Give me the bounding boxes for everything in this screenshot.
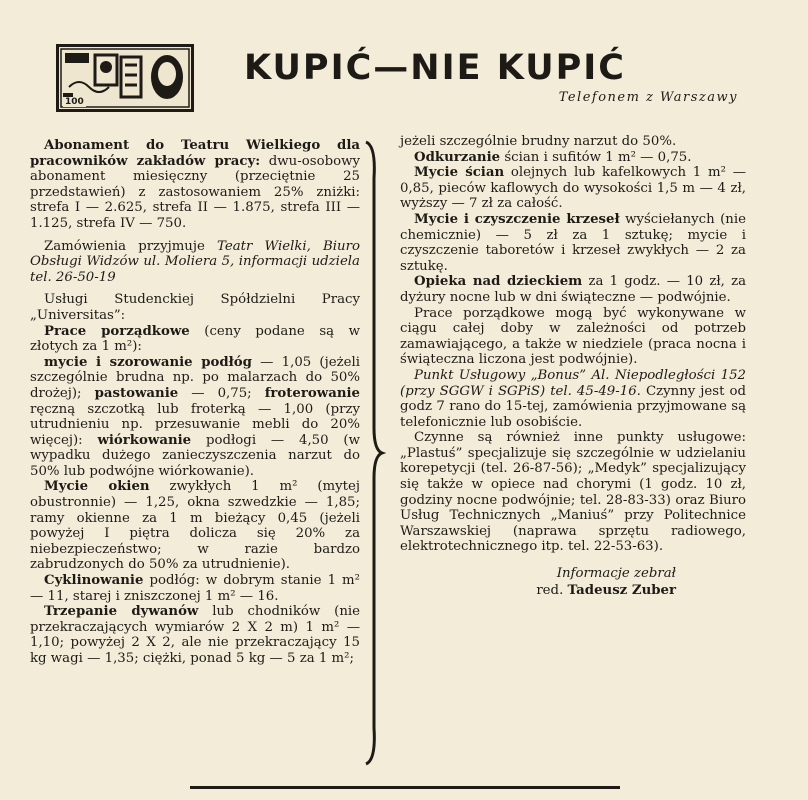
paragraph: Mycie okien zwykłych 1 m² (mytej obustronnie) — 1,25, okna szwedzkie — 1,85; ramy okienne za 1 m bieżący 0,45 (jeżeli powyżej I piętra dolicza się 20% za niebezpieczeństwo; w razie bardzo zabrudzonych do 50% za utrudnienie). [30, 479, 360, 573]
paragraph: Prace porządkowe mogą być wykonywane w ciągu całej doby w zależności od potrzeb zamawiającego, a także w niedziele (praca nocna i świąteczna liczona jest podwójnie). [400, 305, 746, 368]
paragraph: Trzepanie dywanów lub chodników (nie przekraczających wymiarów 2 X 2 m) 1 m² — 1,10; powyżej 2 X 2, ale nie przekraczający 15 kg wagi — 1,35; ciężki, ponad 5 kg — 5 za 1 m²; [30, 604, 361, 666]
signature-name: red. Tadeusz Zuber [536, 583, 676, 599]
left-column [30, 138, 360, 667]
paragraph: Czynne są również inne punkty usługowe: „Plastuś” specjalizuje się szczególnie w udzielaniu korepetycji (tel. 26-87-56); „Medyk” specjalizujący się także w opiece nad chorymi (1 godz. 10 zł, godziny nocne podwójnie; tel. 28-83-33) oraz Biuro Usług Technicznych „Maniuś” przy Politechnice Warszawskiej (naprawa sprzętu radiowego, elektrotechnicznego itp. tel. 22-53-63). [400, 430, 746, 555]
paragraph: Mycie i czyszczenie krzeseł wyściełanych (nie chemicznie) — 5 zł za 1 sztukę; mycie i czyszczenie taboretów i krzeseł zwykłych — 2 za sztukę. [400, 211, 746, 274]
right-column [400, 134, 746, 599]
paragraph: Zamówienia przyjmuje Teatr Wielki, Biuro Obsługi Widzów ul. Moliera 5, informacji udziela tel. 26-50-19 [30, 238, 360, 285]
author-signature [400, 565, 746, 599]
article-title: KUPIĆ—NIE KUPIĆ [244, 48, 626, 88]
paragraph: mycie i szorowanie podłóg — 1,05 (jeżeli szczególnie brudna np. po malarzach do 50% drożej); pastowanie — 0,75; froterowanie ręczną szczotką lub froterką — 1,00 (przy utrudnieniu np. przesuwanie mebli do 20% więcej): wiórkowanie podłogi — 4,50 (w wypadku dużego zanieczyszczenia narzut do 50% lub podwójne wiórkowanie). [30, 354, 360, 479]
paragraph: jeżeli szczególnie brudny narzut do 50%. [400, 134, 677, 149]
paragraph: Cyklinowanie podłóg: w dobrym stanie 1 m² — 11, starej i zniszczonej 1 m² — 16. [30, 573, 360, 604]
logo-small-label: 100 [65, 97, 84, 107]
logo-banknote [56, 44, 194, 112]
article-subtitle: Telefonem z Warszawy [558, 90, 738, 105]
paragraph: Prace porządkowe (ceny podane są w złotych za 1 m²): [30, 323, 360, 355]
paragraph: Opieka nad dzieckiem za 1 godz. — 10 zł, za dyżury nocne lub w dni świąteczne — podwójnie. [400, 274, 747, 305]
signature-line: Informacje zebrał [556, 566, 676, 582]
paragraph: Usługi Studenckiej Spółdzielni Pracy „Universitas”: [30, 292, 360, 323]
paragraph: Mycie ścian olejnych lub kafelkowych 1 m² — 0,85, pieców kaflowych do wysokości 1,5 m — 4 zł, wyższy — 7 zł za całość. [400, 165, 746, 212]
column-divider-brace [362, 138, 386, 768]
paragraph: Punkt Usługowy „Bonus” Al. Niepodległości 152 (przy SGGW i SGPiS) tel. 45-49-16. Czynny jest od godz 7 rano do 15-tej, zamówienia przyjmowane są telefonicznie lub osobiście. [400, 367, 747, 430]
paragraph: Abonament do Teatru Wielkiego dla pracowników zakładów pracy: dwu-osobowy abonament miesięczny (przeciętnie 25 przedstawień) z zastosowaniem 25% zniżki: strefa I — 2.625, strefa II — 1.875, strefa III — 1.125, strefa IV — 750. [30, 138, 360, 231]
paragraph: Odkurzanie ścian i sufitów 1 m² — 0,75. [414, 149, 692, 165]
bottom-rule [190, 786, 620, 789]
